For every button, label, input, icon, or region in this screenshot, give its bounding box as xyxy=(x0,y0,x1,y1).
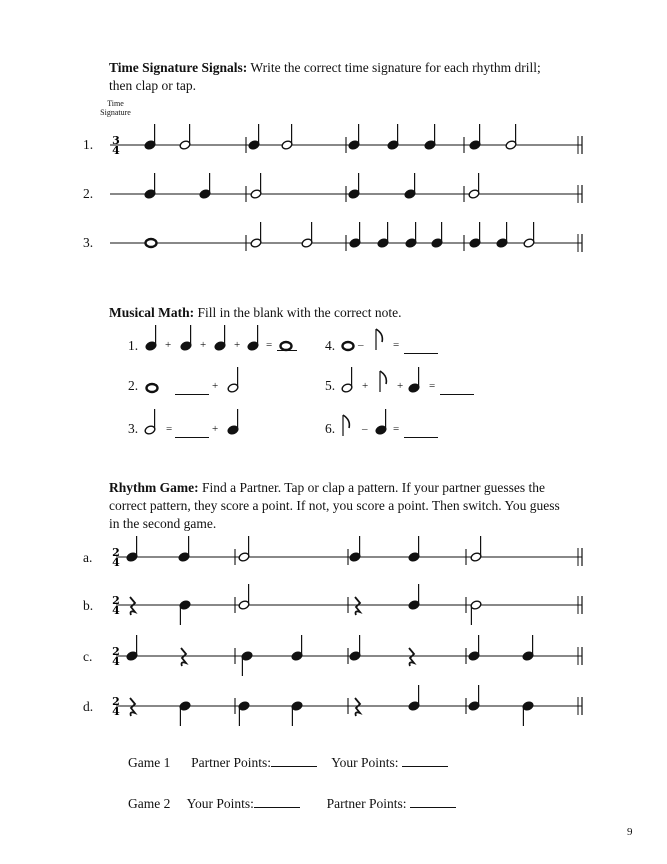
game2-label: Game 2 xyxy=(128,796,171,811)
game1-partner-label: Partner Points: xyxy=(191,755,271,770)
math1-plus-1: + xyxy=(165,339,172,351)
math4-minus: – xyxy=(358,339,364,351)
game1-your-label: Your Points: xyxy=(331,755,399,770)
time-signature-heading: Time Signature Signals: xyxy=(109,60,248,75)
math3-equals: = xyxy=(166,423,173,435)
ts-label-line2: Signature xyxy=(100,108,131,117)
math3-plus: + xyxy=(212,423,219,435)
math6-minus: – xyxy=(362,423,368,435)
time-signature-top: 3 xyxy=(112,134,120,147)
quarter-rest xyxy=(181,648,186,666)
game1-label: Game 1 xyxy=(128,755,171,770)
math4-equals: = xyxy=(393,339,400,351)
whole-note xyxy=(146,239,157,247)
drill-label-2: 2. xyxy=(83,186,94,201)
rhythm-game-text-3: in the second game. xyxy=(109,516,217,531)
time-signature-top: 2 xyxy=(112,645,120,658)
math-label-3: 3. xyxy=(128,421,139,436)
time-signature-top: 2 xyxy=(112,594,120,607)
math1-plus-3: + xyxy=(234,339,241,351)
time-signature-bottom: 4 xyxy=(112,556,120,569)
drill-label-1: 1. xyxy=(83,137,94,152)
rhythm-game-text-1: Find a Partner. Tap or clap a pattern. If your partner guesses the xyxy=(198,480,545,495)
quarter-rest xyxy=(409,648,414,666)
game2-your-label: Your Points: xyxy=(186,796,254,811)
pattern-label-d: d. xyxy=(83,699,94,714)
time-signature-bottom: 4 xyxy=(112,655,120,668)
whole-note xyxy=(147,384,158,392)
quarter-rest xyxy=(130,597,135,615)
quarter-rest xyxy=(355,698,360,716)
eighth-flag xyxy=(376,329,382,342)
math5-plus-1: + xyxy=(362,380,369,392)
eighth-flag xyxy=(343,415,349,428)
pattern-label-a: a. xyxy=(83,550,93,565)
time-signature-bottom: 4 xyxy=(112,705,120,718)
drill-label-3: 3. xyxy=(83,235,94,250)
math2-plus: + xyxy=(212,380,219,392)
game2-partner-label: Partner Points: xyxy=(326,796,407,811)
math-label-2: 2. xyxy=(128,378,139,393)
eighth-flag xyxy=(380,371,386,384)
math1-equals: = xyxy=(266,339,273,351)
math5-equals: = xyxy=(429,380,436,392)
pattern-label-c: c. xyxy=(83,649,93,664)
math-label-4: 4. xyxy=(325,338,336,353)
quarter-rest xyxy=(355,597,360,615)
ts-label-line1: Time xyxy=(107,99,124,108)
time-signature-bottom: 4 xyxy=(112,144,120,157)
pattern-label-b: b. xyxy=(83,598,94,613)
time-signature-top: 2 xyxy=(112,546,120,559)
time-signature-text-2: then clap or tap. xyxy=(109,78,196,93)
rhythm-game-heading: Rhythm Game: xyxy=(109,480,199,495)
math-label-5: 5. xyxy=(325,378,336,393)
quarter-rest xyxy=(130,698,135,716)
math-label-1: 1. xyxy=(128,338,139,353)
time-signature-top: 2 xyxy=(112,695,120,708)
time-signature-text-1: Write the correct time signature for each rhythm drill; xyxy=(247,60,541,75)
time-signature-bottom: 4 xyxy=(112,604,120,617)
rhythm-game-text-2: correct pattern, they score a point. If not, you score a point. Then switch. You guess xyxy=(109,498,560,513)
math1-plus-2: + xyxy=(200,339,207,351)
page-number: 9 xyxy=(627,826,633,838)
whole-note xyxy=(281,342,292,350)
math-label-6: 6. xyxy=(325,421,336,436)
math6-equals: = xyxy=(393,423,400,435)
musical-math-text: Fill in the blank with the correct note. xyxy=(194,305,402,320)
math5-plus-2: + xyxy=(397,380,404,392)
musical-math-heading: Musical Math: xyxy=(109,305,195,320)
whole-note xyxy=(343,342,354,350)
